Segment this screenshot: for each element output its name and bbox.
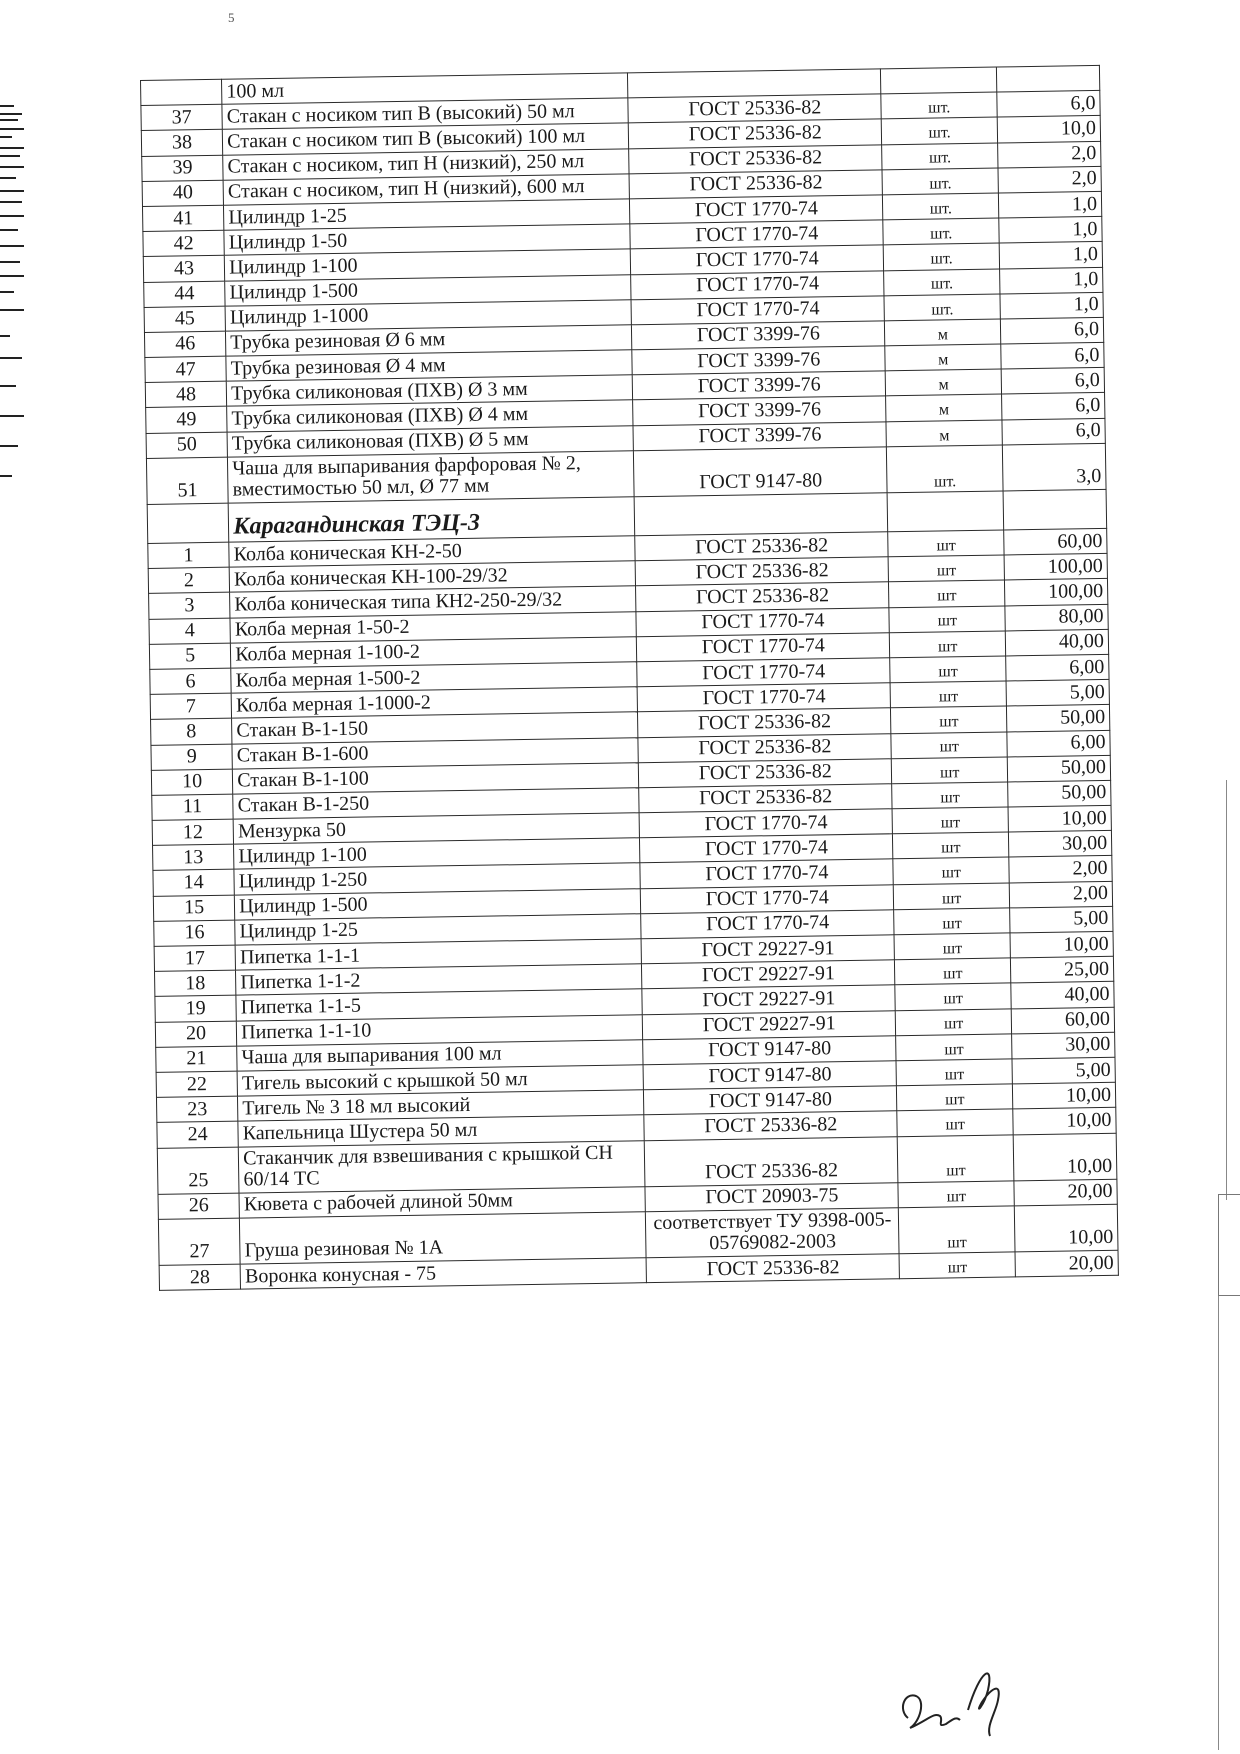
row-number: 38	[141, 130, 223, 156]
item-standard: ГОСТ 9147-80	[643, 1035, 896, 1064]
item-standard: ГОСТ 1770-74	[630, 220, 883, 249]
item-quantity	[997, 65, 1100, 92]
item-name: Чаша для выпаривания 100 мл	[237, 1039, 644, 1071]
item-standard: ГОСТ 3399-76	[633, 421, 886, 450]
page-number: 5	[228, 10, 235, 25]
item-name: Стакан с носиком, тип Н (низкий), 600 мл	[223, 174, 630, 206]
item-quantity: 6,0	[1001, 317, 1104, 344]
row-number: 25	[157, 1147, 239, 1194]
item-quantity: 1,0	[999, 191, 1102, 218]
row-number: 16	[154, 920, 236, 946]
row-number: 22	[156, 1071, 238, 1097]
item-unit: шт	[890, 681, 1006, 708]
item-name: Цилиндр 1-500	[235, 888, 642, 920]
item-unit: шт.	[884, 269, 1000, 296]
item-name: Капельница Шустера 50 мл	[238, 1115, 645, 1147]
row-number: 11	[152, 794, 234, 820]
item-quantity: 2,00	[1009, 856, 1112, 883]
section-title: Карагандинская ТЭЦ-3	[228, 497, 635, 542]
item-name: Стакан с носиком, тип Н (низкий), 250 мл	[223, 148, 630, 180]
item-unit: шт	[896, 1059, 1012, 1086]
item-name: Цилиндр 1-100	[234, 838, 641, 870]
row-number: 9	[151, 744, 233, 770]
item-standard: ГОСТ 29227-91	[642, 935, 895, 964]
item-quantity: 20,00	[1015, 1250, 1118, 1277]
item-unit: шт	[894, 908, 1010, 935]
item-name: Колба коническая типа КН2-250-29/32	[230, 586, 637, 618]
item-name: Тигель высокий с крышкой 50 мл	[237, 1065, 644, 1097]
row-number: 3	[149, 593, 231, 619]
item-name: Стакан с носиком тип В (высокий) 100 мл	[222, 123, 629, 155]
item-unit: шт	[895, 958, 1011, 985]
section-qty-cell	[1003, 489, 1106, 530]
item-unit: шт	[891, 757, 1007, 784]
row-number: 49	[146, 407, 228, 433]
row-number: 41	[142, 205, 224, 231]
item-unit: шт	[893, 832, 1009, 859]
row-number: 37	[141, 104, 223, 130]
item-unit: шт.	[881, 117, 997, 144]
item-unit: шт	[898, 1181, 1014, 1208]
item-unit: шт	[897, 1134, 1014, 1182]
row-number: 51	[146, 457, 228, 504]
item-standard: ГОСТ 1770-74	[641, 884, 894, 913]
item-quantity: 10,00	[1010, 931, 1113, 958]
item-standard: ГОСТ 1770-74	[630, 195, 883, 224]
item-unit: шт	[898, 1206, 1015, 1254]
item-quantity: 50,00	[1007, 705, 1110, 732]
item-standard: ГОСТ 3399-76	[632, 346, 885, 375]
item-quantity: 10,0	[997, 116, 1100, 143]
item-quantity: 30,00	[1009, 831, 1112, 858]
item-unit: шт	[899, 1252, 1015, 1279]
row-number: 19	[155, 995, 237, 1021]
item-standard: ГОСТ 25336-82	[635, 532, 888, 561]
item-name: Цилиндр 1-500	[225, 274, 632, 306]
item-unit: шт.	[882, 168, 998, 195]
item-unit: м	[885, 319, 1001, 346]
item-quantity: 100,00	[1005, 579, 1108, 606]
item-name: Колба коническая КН-100-29/32	[229, 561, 636, 593]
row-number: 26	[158, 1193, 240, 1219]
item-unit: шт	[897, 1109, 1013, 1136]
item-standard: ГОСТ 1770-74	[636, 607, 889, 636]
item-standard: ГОСТ 25336-82	[629, 144, 882, 173]
item-unit: шт	[893, 883, 1009, 910]
item-standard: ГОСТ 1770-74	[631, 270, 884, 299]
row-number: 15	[153, 895, 235, 921]
item-quantity: 6,0	[1001, 368, 1104, 395]
item-name: Трубка силиконовая (ПХВ) Ø 5 мм	[227, 425, 634, 457]
item-quantity: 25,00	[1011, 957, 1114, 984]
item-quantity: 1,0	[999, 242, 1102, 269]
item-quantity: 10,00	[1013, 1108, 1116, 1135]
item-standard: ГОСТ 25336-82	[639, 784, 892, 813]
item-unit: шт	[892, 782, 1008, 809]
item-name: Пипетка 1-1-10	[236, 1014, 643, 1046]
row-number: 10	[151, 769, 233, 795]
section-num-cell	[147, 503, 229, 543]
row-number: 48	[145, 381, 227, 407]
item-quantity: 5,00	[1006, 679, 1109, 706]
item-name: Цилиндр 1-50	[224, 224, 631, 256]
item-name: Стакан В-1-150	[232, 712, 639, 744]
row-number	[141, 79, 223, 105]
item-unit: шт	[896, 1034, 1012, 1061]
item-unit: шт	[891, 731, 1007, 758]
item-standard: ГОСТ 3399-76	[632, 321, 885, 350]
item-quantity: 10,00	[1015, 1204, 1118, 1252]
item-quantity: 6,0	[1002, 418, 1105, 445]
item-standard: ГОСТ 1770-74	[638, 683, 891, 712]
row-number: 42	[143, 230, 225, 256]
item-name: Стакан с носиком тип В (высокий) 50 мл	[222, 98, 629, 130]
item-standard: ГОСТ 1770-74	[640, 859, 893, 888]
item-standard: соответствует ТУ 9398-005-05769082-2003	[646, 1208, 899, 1258]
item-quantity: 6,0	[1001, 342, 1104, 369]
row-number: 5	[149, 643, 231, 669]
item-unit: шт	[894, 933, 1010, 960]
item-unit: шт	[889, 580, 1005, 607]
item-quantity: 50,00	[1008, 780, 1111, 807]
item-name: Трубка силиконовая (ПХВ) Ø 4 мм	[227, 400, 634, 432]
row-number: 23	[156, 1096, 238, 1122]
row-number: 21	[156, 1046, 238, 1072]
item-name: Колба мерная 1-1000-2	[231, 687, 638, 719]
item-unit: м	[886, 394, 1002, 421]
item-standard: ГОСТ 20903-75	[645, 1182, 898, 1211]
item-unit: шт.	[882, 143, 998, 170]
item-unit: шт	[890, 656, 1006, 683]
item-name: Пипетка 1-1-2	[236, 964, 643, 996]
item-standard: ГОСТ 25336-82	[636, 582, 889, 611]
item-standard: ГОСТ 9147-80	[634, 447, 887, 497]
item-quantity: 2,00	[1009, 881, 1112, 908]
row-number: 18	[155, 970, 237, 996]
item-standard: ГОСТ 1770-74	[637, 658, 890, 687]
row-number: 50	[146, 432, 228, 458]
row-number: 39	[142, 155, 224, 181]
items-table	[140, 65, 1119, 1291]
item-quantity: 5,00	[1010, 906, 1113, 933]
item-quantity: 3,0	[1003, 443, 1106, 491]
item-standard: ГОСТ 29227-91	[643, 1010, 896, 1039]
item-unit: шт	[892, 807, 1008, 834]
item-quantity: 10,00	[1008, 805, 1111, 832]
item-standard: ГОСТ 1770-74	[631, 296, 884, 325]
item-unit: шт.	[881, 92, 997, 119]
item-name: Колба мерная 1-50-2	[230, 611, 637, 643]
row-number: 45	[144, 306, 226, 332]
item-unit: шт.	[883, 218, 999, 245]
item-quantity: 100,00	[1004, 554, 1107, 581]
item-standard: ГОСТ 25336-82	[644, 1111, 897, 1140]
item-standard: ГОСТ 1770-74	[631, 245, 884, 274]
item-unit: шт	[889, 606, 1005, 633]
item-standard: ГОСТ 9147-80	[644, 1086, 897, 1115]
item-quantity: 5,00	[1012, 1057, 1115, 1084]
item-quantity: 1,0	[1000, 292, 1103, 319]
item-quantity: 6,0	[1002, 393, 1105, 420]
item-standard: ГОСТ 29227-91	[642, 960, 895, 989]
row-number: 28	[159, 1264, 241, 1290]
scan-edge-barcode	[0, 95, 26, 485]
item-standard: ГОСТ 3399-76	[633, 371, 886, 400]
item-quantity: 60,00	[1004, 528, 1107, 555]
item-unit: шт.	[884, 294, 1000, 321]
item-name: Цилиндр 1-25	[235, 914, 642, 946]
item-unit: м	[886, 420, 1002, 447]
item-name: Цилиндр 1-25	[224, 199, 631, 231]
item-standard: ГОСТ 29227-91	[642, 985, 895, 1014]
row-number: 20	[155, 1021, 237, 1047]
row-number: 1	[148, 542, 230, 568]
row-number: 17	[154, 945, 236, 971]
item-standard: ГОСТ 1770-74	[640, 834, 893, 863]
row-number: 7	[150, 693, 232, 719]
scan-edge-bracket	[1218, 1194, 1240, 1296]
item-name: Цилиндр 1-1000	[225, 299, 632, 331]
item-unit: м	[885, 344, 1001, 371]
item-standard: ГОСТ 25336-82	[647, 1254, 900, 1283]
item-quantity: 40,00	[1011, 982, 1114, 1009]
item-name: Воронка конусная - 75	[240, 1258, 647, 1290]
row-number: 6	[150, 668, 232, 694]
row-number: 46	[144, 331, 226, 357]
scan-edge-line	[1226, 780, 1227, 1200]
item-standard: ГОСТ 1770-74	[637, 633, 890, 662]
item-quantity: 50,00	[1008, 755, 1111, 782]
item-standard: ГОСТ 1770-74	[641, 910, 894, 939]
item-quantity: 2,0	[998, 166, 1101, 193]
item-unit: шт	[895, 1008, 1011, 1035]
item-name: Мензурка 50	[233, 813, 640, 845]
item-name: Колба мерная 1-500-2	[231, 662, 638, 694]
item-quantity: 40,00	[1006, 629, 1109, 656]
row-number: 27	[158, 1218, 240, 1265]
item-name: Колба мерная 1-100-2	[231, 637, 638, 669]
item-name: Стакан В-1-100	[233, 762, 640, 794]
item-name: Цилиндр 1-250	[234, 863, 641, 895]
item-unit: шт	[897, 1084, 1013, 1111]
item-unit: шт.	[887, 445, 1004, 493]
item-quantity: 10,00	[1013, 1133, 1116, 1181]
item-unit: шт	[888, 530, 1004, 557]
row-number: 24	[157, 1121, 239, 1147]
item-name: Груша резиновая № 1А	[240, 1212, 647, 1265]
item-unit: шт	[893, 857, 1009, 884]
item-unit: шт.	[883, 243, 999, 270]
item-standard: ГОСТ 25336-82	[636, 557, 889, 586]
row-number: 8	[151, 718, 233, 744]
row-number: 13	[153, 844, 235, 870]
section-gost-cell	[635, 493, 888, 536]
item-name: Стакан В-1-250	[233, 788, 640, 820]
item-standard: ГОСТ 25336-82	[629, 119, 882, 148]
row-number: 47	[145, 356, 227, 382]
item-name: Стакан В-1-600	[232, 737, 639, 769]
item-unit: шт.	[883, 193, 999, 220]
item-unit	[881, 67, 997, 94]
item-standard: ГОСТ 3399-76	[633, 396, 886, 425]
item-standard: ГОСТ 25336-82	[628, 94, 881, 123]
section-unit-cell	[887, 491, 1004, 532]
item-quantity: 1,0	[1000, 267, 1103, 294]
item-quantity: 10,00	[1013, 1082, 1116, 1109]
item-quantity: 80,00	[1005, 604, 1108, 631]
item-name: Чаша для выпаривания фарфоровая № 2, вместимостью 50 мл, Ø 77 мм	[228, 451, 635, 504]
item-name: Стаканчик для взвешивания с крышкой СН 60/14 ТС	[238, 1140, 645, 1193]
item-unit: шт	[889, 631, 1005, 658]
row-number: 44	[144, 281, 226, 307]
item-name: Кювета с рабочей длиной 50мм	[239, 1186, 646, 1218]
item-quantity: 30,00	[1012, 1032, 1115, 1059]
item-unit: шт	[891, 706, 1007, 733]
item-standard: ГОСТ 1770-74	[640, 809, 893, 838]
item-name: Цилиндр 1-100	[224, 249, 631, 281]
row-number: 4	[149, 618, 231, 644]
item-quantity: 2,0	[998, 141, 1101, 168]
item-name: Пипетка 1-1-1	[235, 939, 642, 971]
item-name: 100 мл	[222, 73, 629, 105]
item-quantity: 60,00	[1011, 1007, 1114, 1034]
item-standard: ГОСТ 25336-82	[638, 708, 891, 737]
row-number: 43	[143, 256, 225, 282]
row-number: 2	[148, 567, 230, 593]
item-name: Трубка резиновая Ø 4 мм	[226, 350, 633, 382]
item-unit: м	[885, 369, 1001, 396]
item-quantity: 6,00	[1007, 730, 1110, 757]
item-quantity: 20,00	[1014, 1179, 1117, 1206]
row-number: 40	[142, 180, 224, 206]
item-quantity: 6,00	[1006, 654, 1109, 681]
item-name: Тигель № 3 18 мл высокий	[238, 1090, 645, 1122]
item-quantity: 6,0	[997, 91, 1100, 118]
signature	[890, 1640, 1040, 1740]
item-standard: ГОСТ 25336-82	[645, 1136, 898, 1186]
item-name: Трубка силиконовая (ПХВ) Ø 3 мм	[226, 375, 633, 407]
item-name: Трубка резиновая Ø 6 мм	[226, 325, 633, 357]
item-name: Пипетка 1-1-5	[236, 989, 643, 1021]
item-name: Колба коническая КН-2-50	[229, 536, 636, 568]
item-quantity: 1,0	[999, 217, 1102, 244]
document-page	[140, 65, 1119, 1291]
scan-edge-line	[1218, 1290, 1219, 1750]
item-standard: ГОСТ 25336-82	[638, 733, 891, 762]
item-standard: ГОСТ 9147-80	[644, 1061, 897, 1090]
row-number: 14	[153, 870, 235, 896]
row-number: 12	[152, 819, 234, 845]
item-unit: шт	[895, 983, 1011, 1010]
item-unit: шт	[888, 555, 1004, 582]
item-standard: ГОСТ 25336-82	[639, 758, 892, 787]
item-standard: ГОСТ 25336-82	[630, 170, 883, 199]
